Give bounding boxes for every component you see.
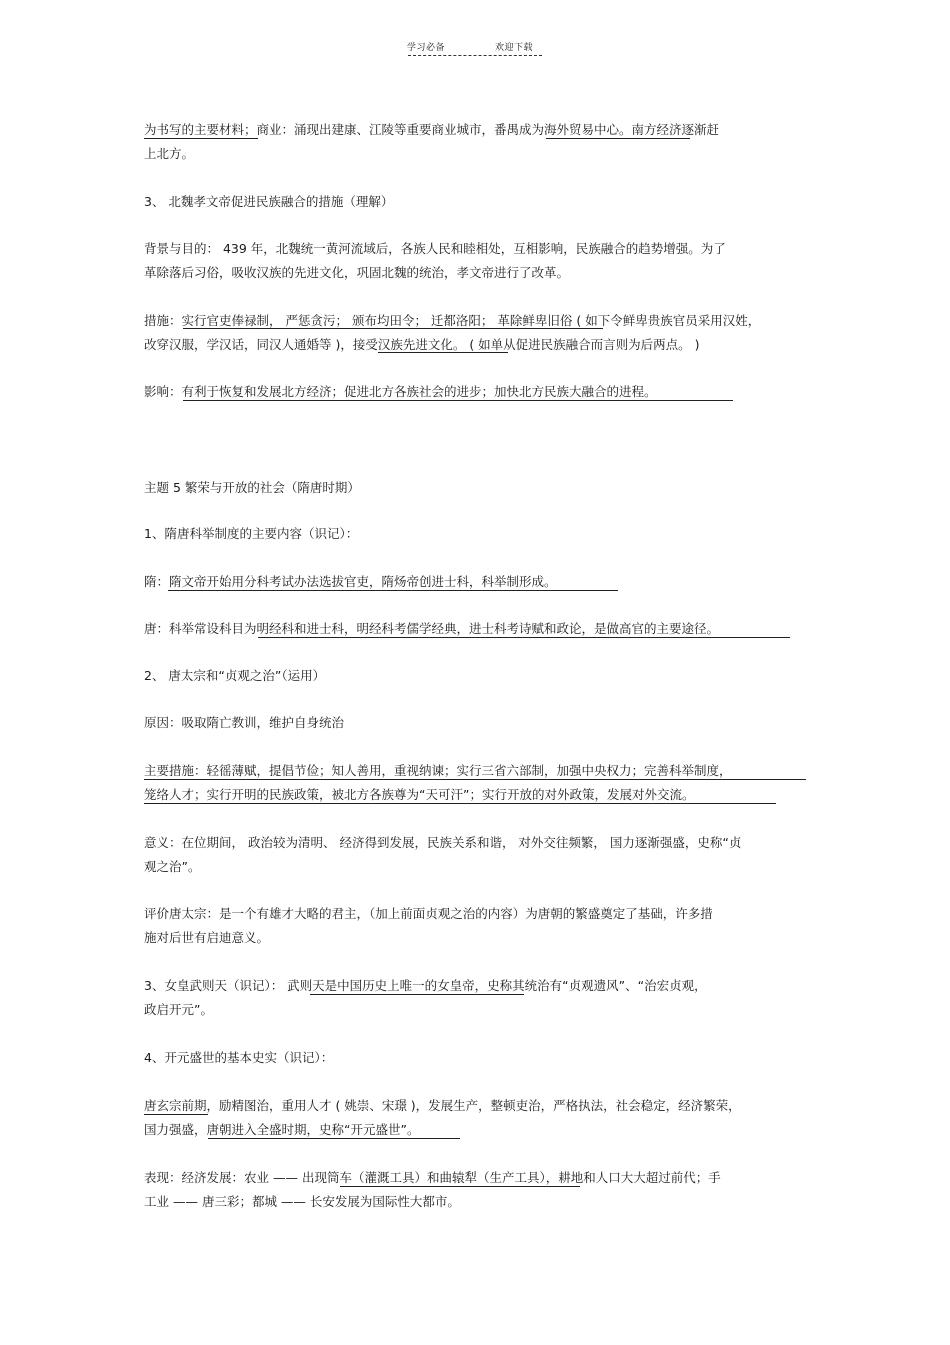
text-line: 原因：吸取隋亡教训，维护自身统治 (144, 715, 345, 730)
text-line: 施对后世有启迪意义。 (144, 930, 270, 945)
text-line: 背景与目的： 439 年，北魏统一黄河流域后，各族人民和睦相处，互相影响，民族融合的趋势增强。为了 (144, 241, 726, 256)
underline (258, 637, 790, 638)
underline (340, 1186, 580, 1187)
underline (183, 400, 733, 401)
section-heading: 2、 唐太宗和“贞观之治”（运用） (144, 668, 326, 683)
underline (168, 590, 618, 591)
section-heading: 4、开元盛世的基本史实（识记）： (144, 1050, 334, 1065)
header-left-text: 学习必备 (407, 43, 446, 53)
header-right-text: 欢迎下载 (495, 43, 534, 53)
text-line: 为书写的主要材料；商业：涌现出建康、江陵等重要商业城市，番禺成为海外贸易中心。南方经济逐渐赶 (144, 122, 720, 137)
section-heading: 3、女皇武则天（识记）： 武则天是中国历史上唯一的女皇帝，史称其统治有“贞观遗风”、“治宏贞观， (144, 978, 707, 993)
text-line: 评价唐太宗：是一个有雄才大略的君主，（加上前面贞观之治的内容）为唐朝的繁盛奠定了基础，许多措 (144, 906, 713, 921)
text-line: 国力强盛，唐朝进入全盛时期，史称“开元盛世”。 (144, 1122, 420, 1137)
text-line: 笼络人才；实行开明的民族政策，被北方各族尊为“天可汗”；实行开放的对外政策，发展对外交流。 (144, 787, 695, 802)
underline (183, 328, 603, 329)
underline (378, 352, 508, 353)
page-header (407, 40, 533, 53)
text-line: 主要措施：轻徭薄赋，提倡节俭；知人善用，重视纳谏；实行三省六部制，加强中央权力；完善科举制度， (144, 763, 732, 778)
underline (208, 1138, 460, 1139)
section-heading: 3、 北魏孝文帝促进民族融合的措施（理解） (144, 194, 394, 209)
text-line: 隋：隋文帝开始用分科考试办法选拔官吏，隋炀帝创进士科，科举制形成。 (144, 574, 557, 589)
text-line: 表现：经济发展：农业 —— 出现筒车（灌溉工具）和曲辕犁（生产工具），耕地和人口大大超过前代；手 (144, 1170, 721, 1185)
topic-heading: 主题 5 繁荣与开放的社会（隋唐时期） (144, 480, 360, 495)
text-line: 唐：科举常设科目为明经科和进士科，明经科考儒学经典，进士科考诗赋和政论，是做高官的主要途径。 (144, 621, 720, 636)
text-line: 政启开元”。 (144, 1002, 213, 1017)
header-dashed-rule (408, 55, 542, 56)
underline (310, 994, 524, 995)
text-line: 观之治”。 (144, 859, 201, 874)
text-line: 革除落后习俗，吸收汉族的先进文化，巩固北魏的统治，孝文帝进行了改革。 (144, 265, 570, 280)
underline (546, 138, 690, 139)
section-heading: 1、隋唐科举制度的主要内容（识记）： (144, 526, 359, 541)
underline (144, 138, 258, 139)
underline (144, 1114, 208, 1115)
text-line: 措施：实行官吏俸禄制， 严惩贪污； 颁布均田令； 迁都洛阳； 革除鲜卑旧俗 ( 如下令鲜卑贵族官员采用汉姓， (144, 313, 761, 328)
text-line: 影响：有利于恢复和发展北方经济；促进北方各族社会的进步；加快北方民族大融合的进程。 (144, 384, 657, 399)
underline (144, 803, 776, 804)
text-line: 唐玄宗前期，励精图治，重用人才 ( 姚崇、宋璟 )，发展生产，整顿吏治，严格执法，社会稳定，经济繁荣， (144, 1098, 741, 1113)
text-line: 改穿汉服，学汉话，同汉人通婚等 )，接受汉族先进文化。 ( 如单从促进民族融合而言则为后两点。 ) (144, 337, 700, 352)
text-line: 工业 —— 唐三彩；都城 —— 长安发展为国际性大都市。 (144, 1194, 460, 1209)
text-line: 上北方。 (144, 146, 195, 161)
underline (144, 779, 806, 780)
text-line: 意义：在位期间， 政治较为清明、 经济得到发展，民族关系和谐， 对外交往频繁， 国力逐渐强盛，史称“贞 (144, 835, 742, 850)
